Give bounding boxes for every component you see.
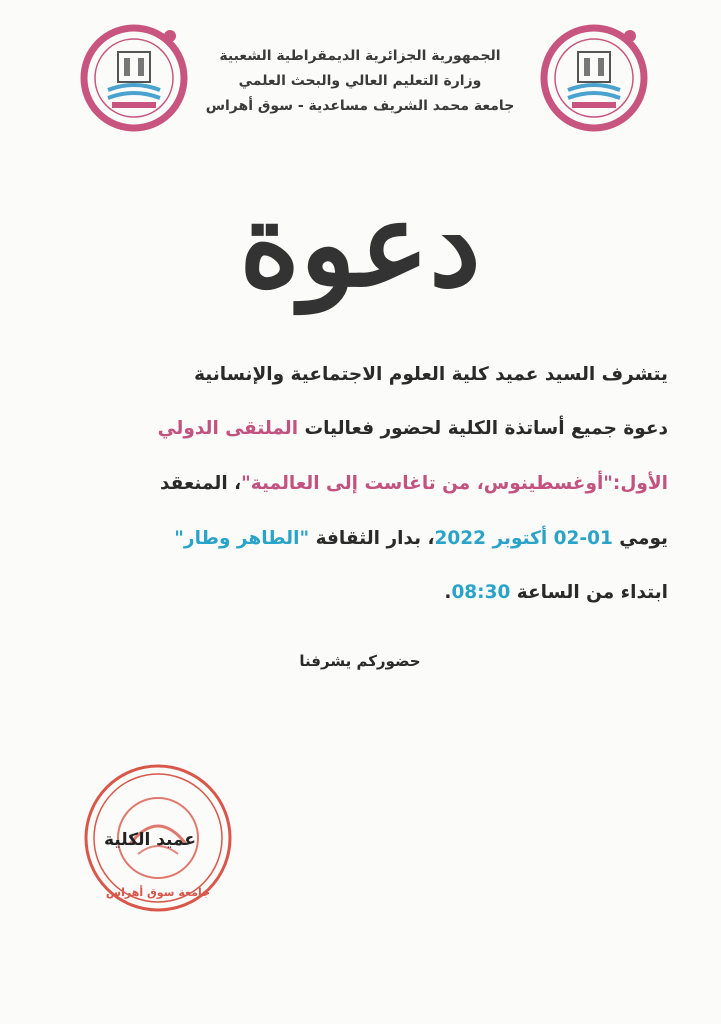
header-ministry: وزارة التعليم العالي والبحث العلمي: [238, 73, 482, 89]
closing-phrase: حضوركم يشرفنا: [299, 652, 421, 670]
body-line-1: يتشرف السيد عميد كلية العلوم الاجتماعية والإنسانية: [194, 364, 668, 385]
body-line-5-text: ابتداء من الساعة: [510, 582, 668, 603]
header-country: الجمهورية الجزائرية الديمقراطية الشعبية: [219, 48, 501, 64]
event-venue: "الطاهر وطار": [174, 528, 310, 549]
body-line-2-text: دعوة جميع أساتذة الكلية لحضور فعاليات: [298, 418, 668, 439]
conference-name-part2: الأول:"أوغسطينوس، من تاغاست إلى العالمية": [241, 473, 668, 494]
event-time: 08:30: [451, 582, 511, 603]
university-logo-left: [78, 22, 190, 134]
body-line-2: [158, 418, 668, 439]
seal-text: جامعة سوق أهراس: [105, 886, 211, 899]
body-line-3-text: ، المنعقد: [159, 473, 242, 494]
body-line-4-text-b: ، بدار الثقافة: [309, 528, 435, 549]
header-university: جامعة محمد الشريف مساعدية - سوق أهراس: [205, 98, 515, 114]
body-line-3: [160, 473, 668, 494]
university-logo-right: [538, 22, 650, 134]
conference-name-part1: الملتقى الدولي: [157, 418, 299, 439]
event-date: 01-02 أكتوبر 2022: [434, 528, 613, 549]
body-line-5: [444, 582, 668, 603]
dean-signature-label: عميد الكلية: [104, 830, 196, 850]
letterhead: [180, 44, 540, 119]
body-line-4-text-a: يومي: [612, 528, 668, 549]
body-line-4: [174, 528, 668, 549]
body-line-5-end: .: [444, 582, 452, 603]
invitation-title: دعوة: [239, 177, 481, 313]
